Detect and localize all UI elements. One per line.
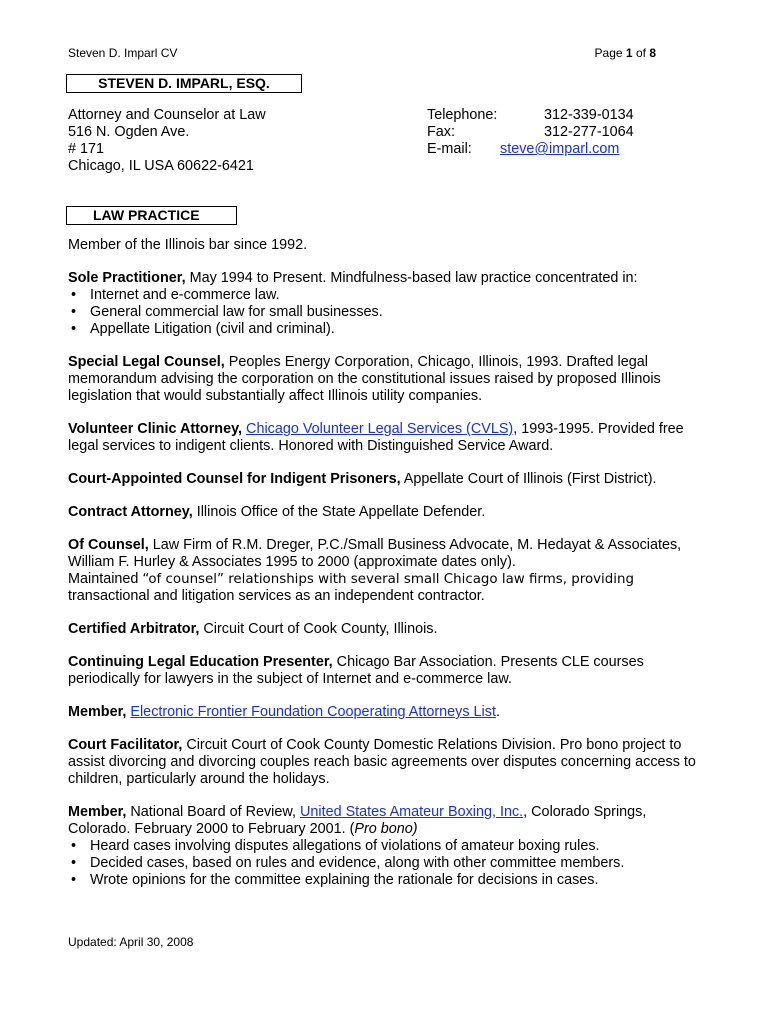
entry-facilitator <box>68 737 708 788</box>
fax-value: 312-277-1064 <box>544 124 634 140</box>
contact-fax <box>427 124 634 141</box>
entry-title: Certified Arbitrator, <box>68 621 200 637</box>
entry-of-counsel <box>68 537 708 605</box>
entry-arbitrator <box>68 621 708 638</box>
entry-text: transactional and litigation services as an independent contractor. <box>68 588 485 604</box>
entry-sole-practitioner <box>68 270 708 287</box>
entry-text: Circuit Court of Cook County Domestic Relations Division. Pro bono project to assist divorcing and divorcing couples reach basic agreements over disputes concerning access to children, particularly around the holidays. <box>68 737 696 787</box>
entry-text: Illinois Office of the State Appellate Defender. <box>192 504 486 520</box>
entry-title: Member, <box>68 804 127 820</box>
entry-text: . <box>495 704 500 720</box>
address-line: 516 N. Ogden Ave. <box>68 124 190 140</box>
boxing-link[interactable]: United States Amateur Boxing, Inc. <box>299 804 524 820</box>
entry-boxing <box>68 804 708 838</box>
contact-email <box>427 141 634 158</box>
entry-text: “of counsel” relationships with several small Chicago law firms, providing <box>142 572 634 587</box>
entry-title: Continuing Legal Education Presenter, <box>68 654 333 670</box>
telephone-label: Telephone: <box>427 107 498 123</box>
name-box: STEVEN D. IMPARL, ESQ. <box>66 74 302 93</box>
entry-text: , 1993-1995. Provided free legal services to indigent clients. Honored with Distinguished Service Award. <box>68 421 684 454</box>
address-block <box>68 107 266 175</box>
entry-special-counsel <box>68 354 708 405</box>
entry-text: Chicago Bar Association. Presents CLE courses periodically for lawyers in the subject of Internet and e-commerce law. <box>68 654 644 687</box>
entry-text: Appellate Court of Illinois (First District). <box>400 471 657 487</box>
eff-link[interactable]: Electronic Frontier Foundation Cooperating Attorneys List <box>130 704 496 720</box>
page-word: Page <box>594 46 623 60</box>
entry-court-appointed <box>68 471 708 488</box>
footer-updated: Updated: April 30, 2008 <box>68 935 194 949</box>
telephone-value: 312-339-0134 <box>544 107 634 123</box>
sole-bullet-list <box>68 287 708 338</box>
address-line: Attorney and Counselor at Law <box>68 107 266 123</box>
list-item: • General commercial law for small businesses. <box>68 304 708 321</box>
list-item: • Appellate Litigation (civil and criminal). <box>68 321 708 338</box>
running-title: Steven D. Imparl CV <box>68 46 178 60</box>
list-item: • Wrote opinions for the committee explaining the rationale for decisions in cases. <box>68 872 708 889</box>
email-label: E-mail: <box>427 141 472 157</box>
entry-text: May 1994 to Present. Mindfulness-based law practice concentrated in: <box>185 270 638 286</box>
entry-text: Circuit Court of Cook County, Illinois. <box>199 621 438 637</box>
email-link[interactable]: steve@imparl.com <box>500 141 620 157</box>
entry-eff <box>68 704 708 721</box>
entry-italic: Pro bono) <box>354 821 418 837</box>
fax-label: Fax: <box>427 124 455 140</box>
entry-text: National Board of Review, <box>126 804 300 820</box>
cvls-link[interactable]: Chicago Volunteer Legal Services (CVLS) <box>246 421 514 437</box>
entry-title: Member, <box>68 704 127 720</box>
entry-title: Of Counsel, <box>68 537 149 553</box>
list-item: • Decided cases, based on rules and evidence, along with other committee members. <box>68 855 708 872</box>
member-since: Member of the Illinois bar since 1992. <box>68 237 308 253</box>
entry-title: Court Facilitator, <box>68 737 183 753</box>
page-indicator <box>595 46 656 60</box>
entry-title: Contract Attorney, <box>68 504 193 520</box>
cv-content <box>68 237 708 889</box>
entry-volunteer <box>68 421 708 455</box>
entry-title: Court-Appointed Counsel for Indigent Prisoners, <box>68 471 401 487</box>
address-line: # 171 <box>68 141 105 157</box>
page-of: of <box>635 46 646 60</box>
contact-block <box>427 107 634 158</box>
entry-text: , Colorado Springs, Colorado. February 2000 to February 2001. ( <box>68 804 647 837</box>
list-item: • Heard cases involving disputes allegations of violations of amateur boxing rules. <box>68 838 708 855</box>
page-total: 8 <box>649 46 656 60</box>
entry-text: Law Firm of R.M. Dreger, P.C./Small Business Advocate, M. Hedayat & Associates, William F. Hurley & Associates 1995 to 2000 (approximate dates only). <box>68 537 682 570</box>
contact-telephone <box>427 107 634 124</box>
entry-title: Sole Practitioner, <box>68 270 186 286</box>
address-line: Chicago, IL USA 60622-6421 <box>68 158 254 174</box>
section-title: LAW PRACTICE <box>66 206 237 225</box>
entry-text: Maintained <box>68 571 143 587</box>
list-item: • Internet and e-commerce law. <box>68 287 708 304</box>
page-current: 1 <box>625 46 633 60</box>
entry-title: Special Legal Counsel, <box>68 354 225 370</box>
entry-cle <box>68 654 708 688</box>
entry-text: Peoples Energy Corporation, Chicago, Illinois, 1993. Drafted legal memorandum advising the corporation on the constitutional issues raised by proposed Illinois legislation that would substantially affect Illinois utility companies. <box>68 354 661 404</box>
entry-contract <box>68 504 708 521</box>
boxing-bullet-list <box>68 838 708 889</box>
entry-title: Volunteer Clinic Attorney, <box>68 421 243 437</box>
